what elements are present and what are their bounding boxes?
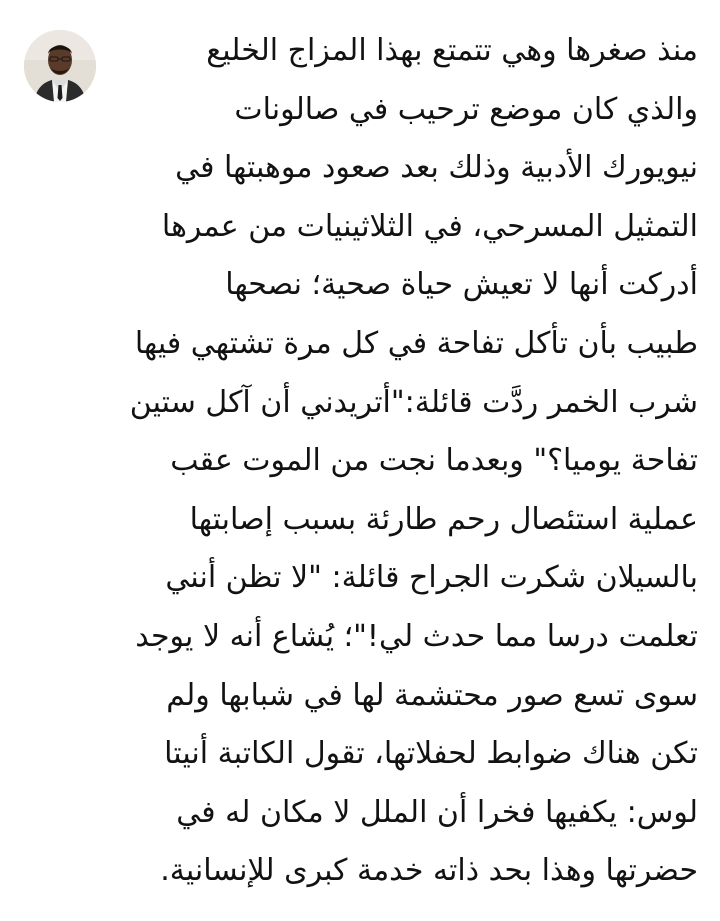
post-line: عملية استئصال رحم طارئة بسبب إصابتها (189, 501, 698, 537)
post-line: نيويورك الأدبية وذلك بعد صعود موهبتها في (175, 150, 698, 186)
post-line: تفاحة يوميا؟" وبعدما نجت من الموت عقب (170, 443, 698, 479)
post-line: حضرتها وهذا بحد ذاته خدمة كبرى للإنسانية. (160, 853, 698, 889)
post-line: طبيب بأن تأكل تفاحة في كل مرة تشتهي فيها (134, 325, 698, 361)
avatar[interactable] (24, 30, 96, 102)
post-body (106, 22, 698, 901)
post-line: والذي كان موضع ترحيب في صالونات (234, 91, 698, 127)
post-line: التمثيل المسرحي، في الثلاثينيات من عمرها (161, 208, 698, 244)
post-line: تكن هناك ضوابط لحفلاتها، تقول الكاتبة أنيتا (164, 736, 698, 772)
user-photo-icon (24, 30, 96, 102)
post-line: بالسيلان شكرت الجراح قائلة: "لا تظن أنني (165, 560, 698, 596)
post-line: أدركت أنها لا تعيش حياة صحية؛ نصحها (225, 267, 698, 303)
post-line: لوس: يكفيها فخرا أن الملل لا مكان له في (176, 794, 698, 830)
post-line: شرب الخمر ردَّت قائلة:"أتريدني أن آكل ستين (129, 384, 698, 420)
post-line: منذ صغرها وهي تتمتع بهذا المزاج الخليع (206, 33, 698, 68)
post-line: تعلمت درسا مما حدث لي!"؛ يُشاع أنه لا يوجد (135, 618, 698, 654)
post-line: سوى تسع صور محتشمة لها في شبابها ولم (166, 677, 698, 713)
